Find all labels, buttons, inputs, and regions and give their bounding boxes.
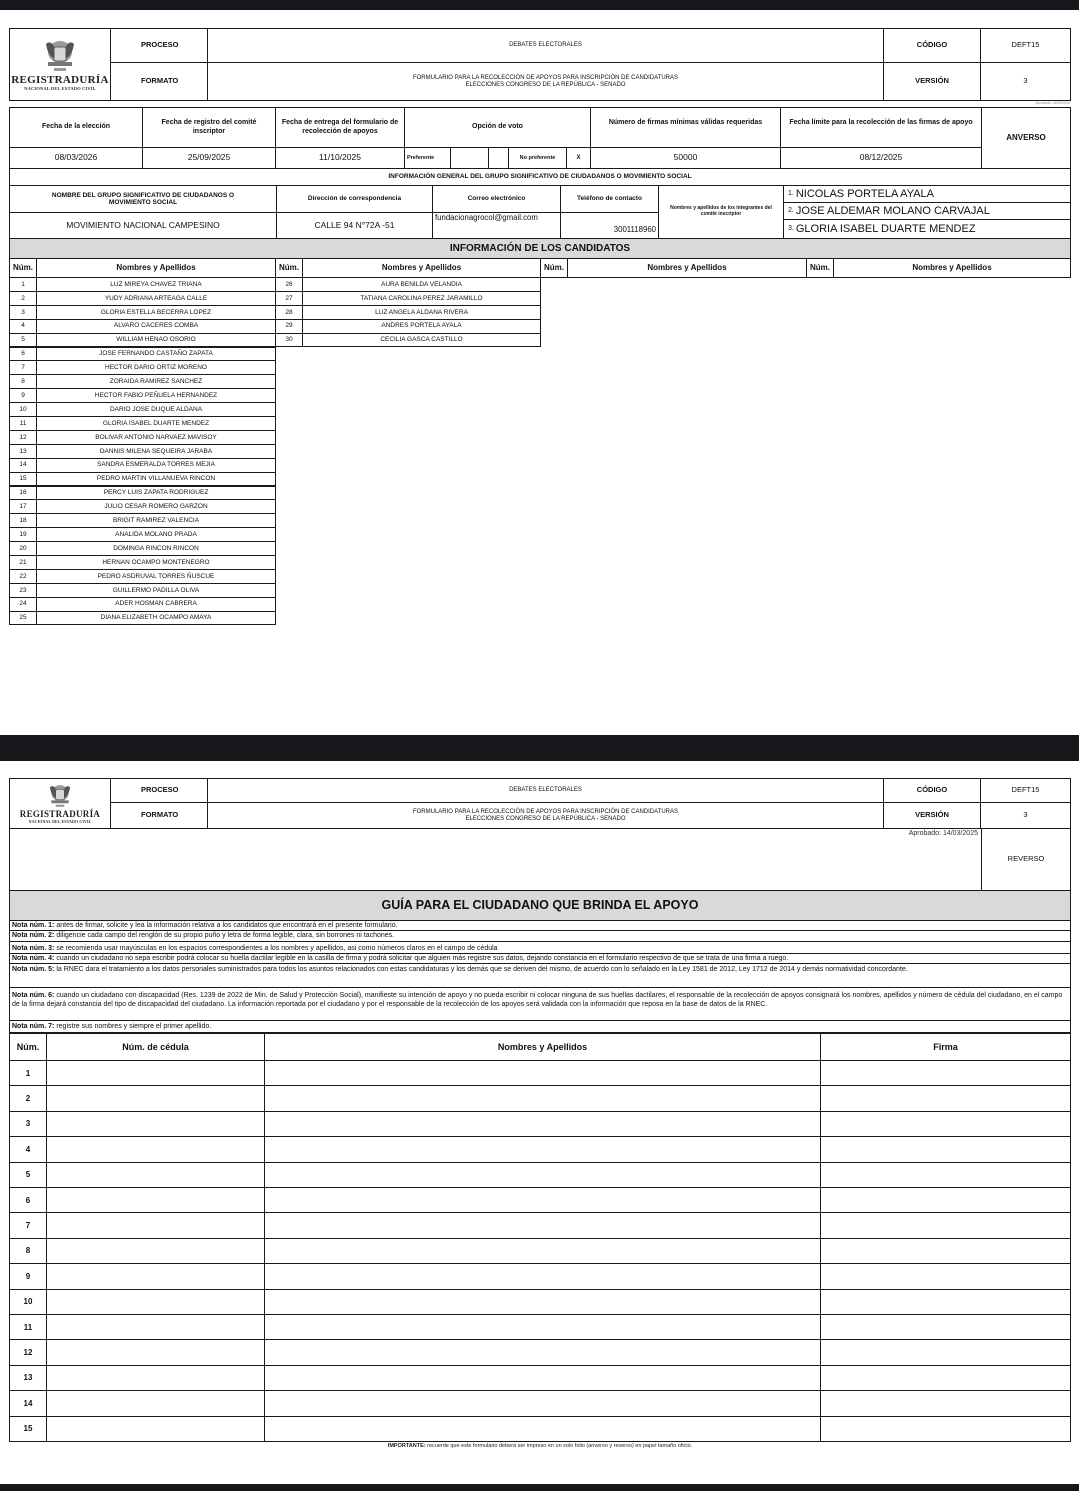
candidate-num: 3 <box>9 305 37 320</box>
comite-member-name: GLORIA ISABEL DUARTE MENDEZ <box>795 222 976 235</box>
row-num: 9 <box>9 1263 47 1289</box>
note-label: Nota núm. 7: <box>12 1023 55 1030</box>
nombres-field[interactable] <box>264 1187 821 1213</box>
fecha-entrega-label: Fecha de entrega del formulario de recolección de apoyos <box>275 107 405 148</box>
opcion-voto-label: Opción de voto <box>404 107 591 148</box>
version-value: 3 <box>980 802 1071 829</box>
firma-field[interactable] <box>820 1365 1071 1391</box>
candidate-name: SANDRA ESMERALDA TORRES MEJIA <box>36 458 276 473</box>
version-label: VERSIÓN <box>883 62 981 101</box>
firma-field[interactable] <box>820 1416 1071 1442</box>
candidate-num: 16 <box>9 486 37 501</box>
logo-title: REGISTRADURÍA <box>11 73 109 86</box>
direccion-value: CALLE 94 N°72A -51 <box>276 212 433 239</box>
candidate-name: GUILLERMO PADILLA OLIVA <box>36 583 276 598</box>
candidate-num: 26 <box>275 277 303 292</box>
note-label: Nota núm. 1: <box>12 922 55 929</box>
formato-line-2: ELECCIONES CONGRESO DE LA REPÚBLICA - SENADO <box>465 81 626 88</box>
firma-field[interactable] <box>820 1238 1071 1264</box>
cedula-field[interactable] <box>46 1162 265 1188</box>
candidate-name: ALVARO CACERES COMBA <box>36 319 276 334</box>
candidate-num: 28 <box>275 305 303 320</box>
candidate-name: LUZ ANGELA ALDANA RIVERA <box>302 305 541 320</box>
candidate-name: TATIANA CAROLINA PEREZ JARAMILLO <box>302 291 541 306</box>
candidate-num: 21 <box>9 555 37 570</box>
nombres-field[interactable] <box>264 1416 821 1442</box>
codigo-label: CÓDIGO <box>883 778 981 803</box>
cedula-field[interactable] <box>46 1416 265 1442</box>
comite-member-2 <box>783 202 1071 220</box>
proceso-label: PROCESO <box>110 778 208 803</box>
formato-line-2: ELECCIONES CONGRESO DE LA REPÚBLICA - SENADO <box>465 815 626 822</box>
firma-field[interactable] <box>820 1314 1071 1340</box>
cedula-field[interactable] <box>46 1289 265 1315</box>
nombres-field[interactable] <box>264 1238 821 1264</box>
fecha-eleccion-label: Fecha de la elección <box>9 107 143 148</box>
row-num: 8 <box>9 1238 47 1264</box>
firma-field[interactable] <box>820 1289 1071 1315</box>
aprobado-small: Aprobado: 14/03/2025 <box>1035 101 1070 105</box>
note-label: Nota núm. 6: <box>12 992 55 999</box>
nombres-field[interactable] <box>264 1212 821 1238</box>
firma-field[interactable] <box>820 1111 1071 1137</box>
nombres-field[interactable] <box>264 1339 821 1365</box>
candidate-name: LUZ MIREYA CHAVEZ TRIANA <box>36 277 276 292</box>
cedula-field[interactable] <box>46 1263 265 1289</box>
registraduria-logo <box>10 779 110 827</box>
nombres-header: Nombres y Apellidos <box>264 1033 821 1061</box>
coat-of-arms-icon <box>40 38 80 74</box>
nombres-field[interactable] <box>264 1365 821 1391</box>
candidate-name: BOLIVAR ANTONIO NARVAEZ MAVISOY <box>36 430 276 445</box>
candidate-name: ANDRES PORTELA AYALA <box>302 319 541 334</box>
num-header: Núm. <box>806 258 834 278</box>
note-text: diligencie cada campo del renglón de su propio puño y letra de forma legible, clara, sin borrones ni tachones. <box>54 932 395 939</box>
candidate-name: DARIO JOSE DUQUE ALDANA <box>36 402 276 417</box>
note-2 <box>9 931 1071 942</box>
preferente-checkbox[interactable] <box>450 147 489 169</box>
candidate-num: 19 <box>9 527 37 542</box>
names-header: Nombres y Apellidos <box>567 258 807 278</box>
candidate-name: BRIGIT RAMIREZ VALENCIA <box>36 513 276 528</box>
row-num: 2 <box>9 1085 47 1111</box>
codigo-value: DEFT15 <box>980 778 1071 803</box>
fecha-entrega-value: 11/10/2025 <box>275 147 405 169</box>
telefono-label: Teléfono de contacto <box>560 185 659 213</box>
row-num: 14 <box>9 1390 47 1416</box>
candidate-name: JOSE FERNANDO CASTAÑO ZAPATA <box>36 347 276 362</box>
no-preferente-label: No preferente <box>508 147 567 169</box>
firma-header: Firma <box>820 1033 1071 1061</box>
row-num: 3 <box>9 1111 47 1137</box>
grupo-value: MOVIMIENTO NACIONAL CAMPESINO <box>9 212 277 239</box>
importante-footer <box>9 1443 1071 1449</box>
comite-member-num: 2. <box>788 206 794 214</box>
nombres-field[interactable] <box>264 1085 821 1111</box>
formato-line-1: FORMULARIO PARA LA RECOLECCIÓN DE APOYOS PARA INSCRIPCIÓN DE CANDIDATURAS <box>412 808 679 815</box>
candidate-num: 5 <box>9 333 37 348</box>
candidate-num: 4 <box>9 319 37 334</box>
fecha-eleccion-value: 08/03/2026 <box>9 147 143 169</box>
note-5 <box>9 964 1071 988</box>
comite-member-num: 3. <box>788 224 794 232</box>
version-label: VERSIÓN <box>883 802 981 829</box>
candidate-num: 9 <box>9 388 37 403</box>
candidate-name: HECTOR DARIO ORTIZ MORENO <box>36 360 276 375</box>
candidate-num: 18 <box>9 513 37 528</box>
formato-line-1: FORMULARIO PARA LA RECOLECCIÓN DE APOYOS PARA INSCRIPCIÓN DE CANDIDATURAS <box>412 74 679 81</box>
candidate-num: 7 <box>9 360 37 375</box>
formato-value <box>207 62 884 101</box>
note-label: Nota núm. 5: <box>12 966 55 973</box>
comite-member-3 <box>783 219 1071 239</box>
candidate-name: ZORAIDA RAMIREZ SANCHEZ <box>36 374 276 389</box>
candidatos-title: INFORMACIÓN DE LOS CANDIDATOS <box>9 238 1071 259</box>
anverso-label: ANVERSO <box>981 107 1071 169</box>
row-num: 4 <box>9 1136 47 1162</box>
cedula-field[interactable] <box>46 1085 265 1111</box>
row-num: 11 <box>9 1314 47 1340</box>
note-6 <box>9 988 1071 1021</box>
note-text: se recomienda usar mayúsculas en los espacios correspondientes a los nombres y apellidos, asi como números claros en el campo de cédula <box>54 945 498 952</box>
candidate-name: PEDRO ASDRUVAL TORRES ÑUSCUE <box>36 569 276 584</box>
comite-member-name: NICOLAS PORTELA AYALA <box>795 187 935 200</box>
candidate-num: 8 <box>9 374 37 389</box>
firma-field[interactable] <box>820 1212 1071 1238</box>
preferente-label: Preferente <box>404 147 451 169</box>
nombres-field[interactable] <box>264 1390 821 1416</box>
note-7 <box>9 1021 1071 1033</box>
candidate-num: 30 <box>275 333 303 348</box>
candidate-num: 29 <box>275 319 303 334</box>
num-header: Núm. <box>540 258 568 278</box>
candidate-num: 17 <box>9 499 37 514</box>
candidate-name: GLORIA ISABEL DUARTE MENDEZ <box>36 416 276 431</box>
bottom-dark-bar <box>0 1484 1079 1491</box>
firma-field[interactable] <box>820 1085 1071 1111</box>
candidate-num: 11 <box>9 416 37 431</box>
note-text: antes de firmar, solicite y lea la información relativa a los candidatos que encontrará en el presente formulario. <box>54 922 398 929</box>
cedula-field[interactable] <box>46 1187 265 1213</box>
nombres-field[interactable] <box>264 1289 821 1315</box>
candidate-num: 27 <box>275 291 303 306</box>
nombres-field[interactable] <box>264 1060 821 1086</box>
row-num: 15 <box>9 1416 47 1442</box>
firma-field[interactable] <box>820 1390 1071 1416</box>
candidate-name: ADER HOSMAN CABRERA <box>36 597 276 612</box>
candidate-name: GLORIA ESTELLA BECERRA LOPEZ <box>36 305 276 320</box>
row-num: 7 <box>9 1212 47 1238</box>
codigo-value: DEFT15 <box>980 28 1071 63</box>
candidate-num: 22 <box>9 569 37 584</box>
cedula-field[interactable] <box>46 1060 265 1086</box>
aprobado-label: Aprobado: 14/03/2025 <box>908 830 978 837</box>
candidate-num: 10 <box>9 402 37 417</box>
firma-field[interactable] <box>820 1162 1071 1188</box>
codigo-label: CÓDIGO <box>883 28 981 63</box>
proceso-label: PROCESO <box>110 28 208 63</box>
formato-value <box>207 802 884 829</box>
num-header: Núm. <box>9 258 37 278</box>
note-text: cuando un ciudadano con discapacidad (Res. 1239 de 2022 de Min. de Salud y Protección Social), manifieste su intención de apoyo y no pueda escribir ni colocar ninguna de sus huellas dactilares, el responsable de la recolección de apoyos consignará los nombres, apellidos y número de cédula del ciudadano, en el campo de la firma dejará constancia del tipo de discapacidad del ciudadano. La información reportada por el ciudadano y por el responsable de la recolección de los apoyos será validada con la información que reposa en la base de datos de la RNEC. <box>12 992 1063 1008</box>
row-num: 13 <box>9 1365 47 1391</box>
note-text: registre sus nombres y siempre el primer apellido. <box>54 1023 212 1030</box>
note-label: Nota núm. 3: <box>12 945 55 952</box>
top-dark-bar <box>0 0 1079 10</box>
row-num: 6 <box>9 1187 47 1213</box>
nombres-field[interactable] <box>264 1136 821 1162</box>
nombres-field[interactable] <box>264 1111 821 1137</box>
note-text: la RNEC dara el tratamiento a los datos personales suministrados para todos los asuntos relacionados con estas candidaturas y los demás que se deriven del mismo, de acuerdo con lo señalado en la Ley 1581 de 2012, Ley 1712 de 2014 y demás normatividad concordante. <box>54 966 908 973</box>
firmas-value: 50000 <box>590 147 781 169</box>
candidate-num: 6 <box>9 347 37 362</box>
cedula-header: Núm. de cédula <box>46 1033 265 1061</box>
formato-label: FORMATO <box>110 62 208 101</box>
registraduria-logo <box>10 30 110 98</box>
candidate-name: CECILIA GASCA CASTILLO <box>302 333 541 348</box>
note-label: Nota núm. 4: <box>12 955 55 962</box>
candidate-num: 2 <box>9 291 37 306</box>
info-general-title: INFORMACIÓN GENERAL DEL GRUPO SIGNIFICATIVO DE CIUDADANOS O MOVIMIENTO SOCIAL <box>9 168 1071 186</box>
firma-field[interactable] <box>820 1136 1071 1162</box>
row-num: 10 <box>9 1289 47 1315</box>
cedula-field[interactable] <box>46 1339 265 1365</box>
middle-dark-bar <box>0 735 1079 761</box>
names-header: Nombres y Apellidos <box>833 258 1071 278</box>
candidate-name: DANNIS MILENA SEQUEIRA JARABA <box>36 444 276 459</box>
candidate-name: PERCY LUIS ZAPATA RODRIGUEZ <box>36 486 276 501</box>
comite-member-num: 1. <box>788 189 794 197</box>
comite-member-name: JOSE ALDEMAR MOLANO CARVAJAL <box>795 204 990 217</box>
note-text: cuando un ciudadano no sepa escribir podrá colocar su huella dactilar legible en la casilla de firma y podrá solicitar que alguien más registre sus datos, dejando constancia en el formulario respectivo de que se trata de una firma a ruego. <box>54 955 789 962</box>
guia-title: GUÍA PARA EL CIUDADANO QUE BRINDA EL APOYO <box>9 890 1071 921</box>
telefono-value: 3001118960 <box>560 212 659 239</box>
nombres-field[interactable] <box>264 1162 821 1188</box>
proceso-value: DEBATES ELECTORALES <box>207 28 884 63</box>
cedula-field[interactable] <box>46 1314 265 1340</box>
candidate-name: YUDY ADRIANA ARTEAGA CALLE <box>36 291 276 306</box>
coat-of-arms-icon <box>45 783 75 809</box>
importante-text: recuerde que este formulario deberá ser impreso en un solo folio (anverso y reverso) en papel tamaño oficio. <box>425 1443 693 1449</box>
candidate-num: 20 <box>9 541 37 556</box>
note-label: Nota núm. 2: <box>12 932 55 939</box>
candidate-num: 13 <box>9 444 37 459</box>
candidate-name: HERNAN OCAMPO MONTENEGRO <box>36 555 276 570</box>
cedula-field[interactable] <box>46 1365 265 1391</box>
candidate-num: 25 <box>9 611 37 626</box>
cedula-field[interactable] <box>46 1136 265 1162</box>
formato-label: FORMATO <box>110 802 208 829</box>
candidate-name: DOMINGA RINCON RINCON <box>36 541 276 556</box>
cedula-field[interactable] <box>46 1390 265 1416</box>
cedula-field[interactable] <box>46 1238 265 1264</box>
candidate-name: HECTOR FABIO PEÑUELA HERNANDEZ <box>36 388 276 403</box>
firma-field[interactable] <box>820 1339 1071 1365</box>
row-num: 12 <box>9 1339 47 1365</box>
proceso-value: DEBATES ELECTORALES <box>207 778 884 803</box>
cedula-field[interactable] <box>46 1111 265 1137</box>
reverso-blank-box <box>9 828 982 891</box>
candidate-name: ANALIDA MOLANO PRADA <box>36 527 276 542</box>
note-3 <box>9 942 1071 954</box>
candidate-num: 24 <box>9 597 37 612</box>
blank-option-cell <box>488 147 509 169</box>
comite-label: Nombres y apellidos de los integrantes del comité inscriptor <box>658 185 784 239</box>
note-1 <box>9 921 1071 931</box>
candidate-name: DIANA ELIZABETH OCAMPO AMAYA <box>36 611 276 626</box>
row-num: 1 <box>9 1060 47 1086</box>
logo-subtitle: NACIONAL DEL ESTADO CIVIL <box>24 85 96 91</box>
candidate-num: 1 <box>9 277 37 292</box>
fecha-limite-value: 08/12/2025 <box>780 147 982 169</box>
names-header: Nombres y Apellidos <box>302 258 541 278</box>
fecha-registro-value: 25/09/2025 <box>142 147 276 169</box>
candidate-name: PEDRO MARTIN VILLANUEVA RINCON <box>36 472 276 487</box>
note-4 <box>9 954 1071 964</box>
nombres-field[interactable] <box>264 1314 821 1340</box>
row-num: 5 <box>9 1162 47 1188</box>
candidate-name: WILLIAM HENAO OSORIO <box>36 333 276 348</box>
cedula-field[interactable] <box>46 1212 265 1238</box>
reverso-label: REVERSO <box>981 828 1071 891</box>
importante-label: IMPORTANTE: <box>387 1443 426 1449</box>
nombres-field[interactable] <box>264 1263 821 1289</box>
candidate-num: 12 <box>9 430 37 445</box>
fecha-limite-label: Fecha límite para la recolección de las firmas de apoyo <box>780 107 982 148</box>
firma-field[interactable] <box>820 1060 1071 1086</box>
correo-value: fundacionagrocol@gmail.com <box>432 212 561 239</box>
candidate-num: 15 <box>9 472 37 487</box>
firmas-label: Número de firmas mínimas válidas requeridas <box>590 107 781 148</box>
firma-field[interactable] <box>820 1187 1071 1213</box>
logo-subtitle: NACIONAL DEL ESTADO CIVIL <box>28 818 92 824</box>
no-preferente-checkbox[interactable]: X <box>566 147 591 169</box>
comite-member-1 <box>783 185 1071 203</box>
logo-title: REGISTRADURÍA <box>19 808 101 819</box>
correo-label: Correo electrónico <box>432 185 561 213</box>
candidate-name: AURA BENILDA VELANDIA <box>302 277 541 292</box>
firma-field[interactable] <box>820 1263 1071 1289</box>
names-header: Nombres y Apellidos <box>36 258 276 278</box>
num-header: Núm. <box>275 258 303 278</box>
fecha-registro-label: Fecha de registro del comité inscriptor <box>142 107 276 148</box>
version-value: 3 <box>980 62 1071 101</box>
candidate-num: 14 <box>9 458 37 473</box>
candidate-num: 23 <box>9 583 37 598</box>
candidate-name: JULIO CESAR ROMERO GARZON <box>36 499 276 514</box>
num-header: Núm. <box>9 1033 47 1061</box>
grupo-label: NOMBRE DEL GRUPO SIGNIFICATIVO DE CIUDADANOS O MOVIMIENTO SOCIAL <box>9 185 277 213</box>
direccion-label: Dirección de correspondencia <box>276 185 433 213</box>
